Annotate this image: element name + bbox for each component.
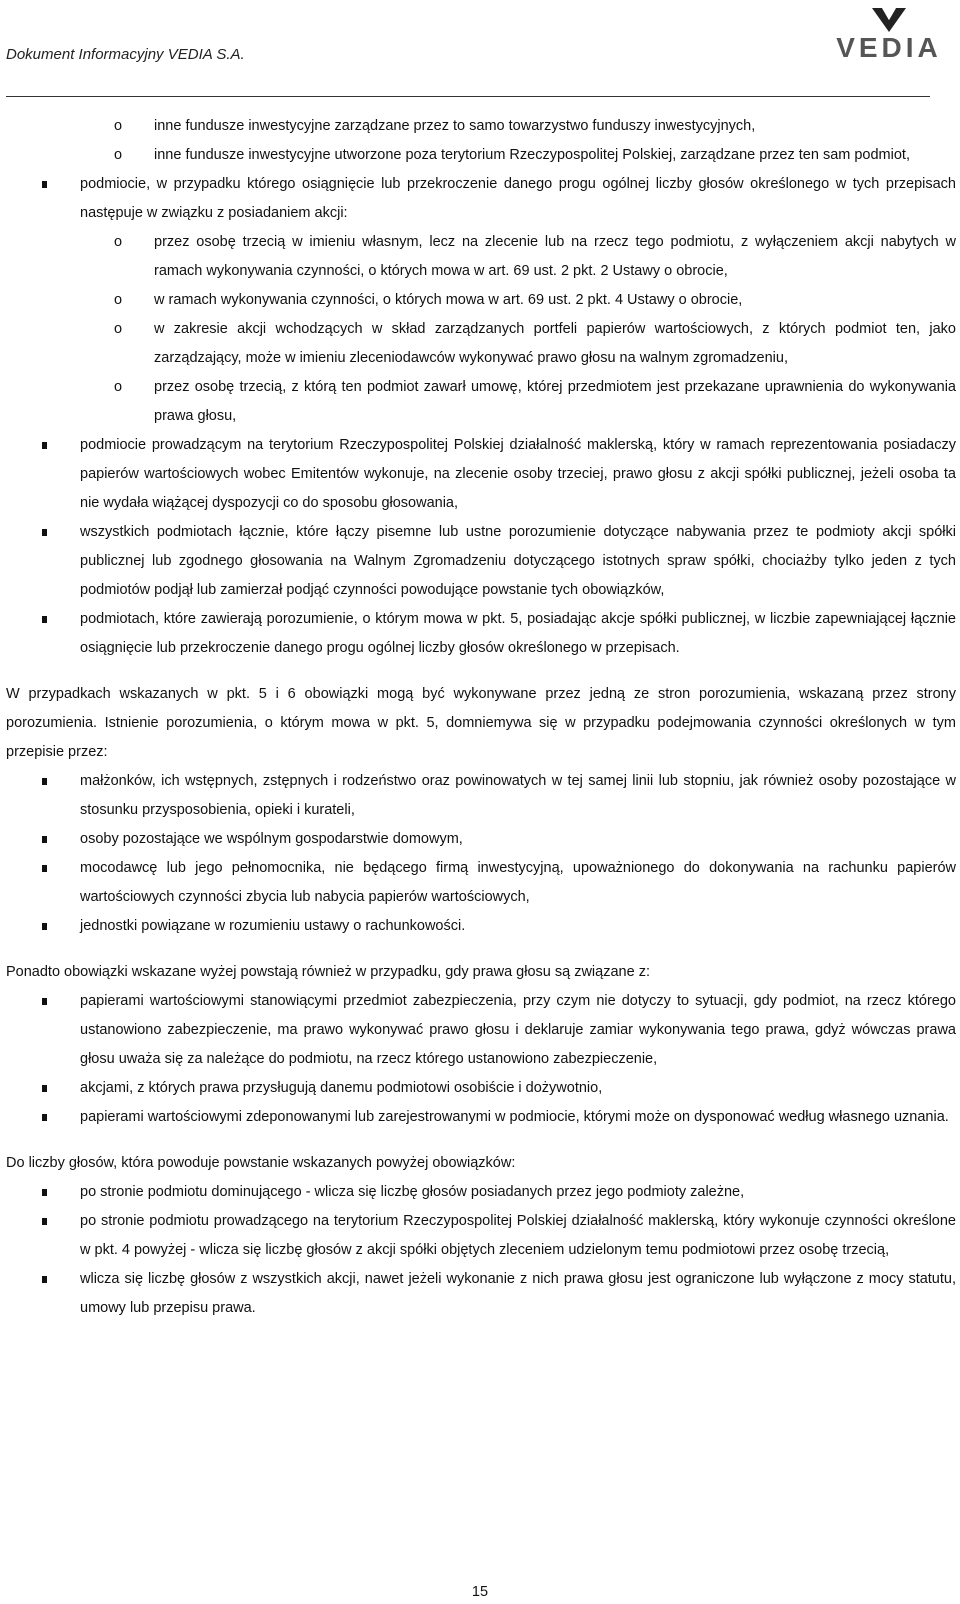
circle-bullet-icon: o — [114, 118, 123, 134]
document-title: Dokument Informacyjny VEDIA S.A. — [6, 46, 245, 63]
bullet-list-item — [0, 825, 960, 854]
item-text: podmiocie prowadzącym na terytorium Rzeczypospolitej Polskiej działalność maklerską, który w ramach reprezentowania posiadaczy papierów wartościowych wobec Emitentów wykonuje, na zlecenie osoby trzeciej, prawo głosu z akcji spółki publicznej, jeżeli osoba ta nie wydała wiążącej dyspozycji co do sposobu głosowania, — [80, 437, 956, 511]
square-bullet-icon — [42, 998, 47, 1005]
bullet-list-item — [0, 854, 960, 912]
sub-list-item — [0, 286, 960, 315]
page-header — [0, 0, 960, 100]
paragraph — [0, 1149, 960, 1178]
square-bullet-icon — [42, 923, 47, 930]
item-text: jednostki powiązane w rozumieniu ustawy o rachunkowości. — [80, 918, 466, 934]
bullet-list-item — [0, 1178, 960, 1207]
square-bullet-icon — [42, 778, 47, 785]
sub-list-item — [0, 315, 960, 373]
logo-mark-icon — [868, 4, 910, 34]
item-text: podmiocie, w przypadku którego osiągnięcie lub przekroczenie danego progu ogólnej liczby głosów określonego w tych przepisach następuje w związku z posiadaniem akcji: — [80, 176, 956, 221]
section-gap — [0, 1132, 960, 1149]
item-text: W przypadkach wskazanych w pkt. 5 i 6 obowiązki mogą być wykonywane przez jedną ze stron porozumienia, wskazaną przez strony porozumienia. Istnienie porozumienia, o którym mowa w pkt. 5, domniemywa się w przypadku podejmowania czynności określonych w tym przepisie przez: — [6, 686, 956, 760]
circle-bullet-icon: o — [114, 321, 123, 337]
item-text: przez osobę trzecią, z którą ten podmiot zawarł umowę, której przedmiotem jest przekazane uprawnienia do wykonywania prawa głosu, — [154, 379, 956, 424]
sub-list-item — [0, 373, 960, 431]
square-bullet-icon — [42, 1114, 47, 1121]
bullet-list-item — [0, 767, 960, 825]
sub-list-item — [0, 141, 960, 170]
item-text: osoby pozostające we wspólnym gospodarstwie domowym, — [80, 831, 463, 847]
bullet-list-item — [0, 1207, 960, 1265]
item-text: inne fundusze inwestycyjne utworzone poza terytorium Rzeczypospolitej Polskiej, zarządzane przez ten sam podmiot, — [154, 147, 910, 163]
bullet-list-item — [0, 1265, 960, 1323]
square-bullet-icon — [42, 442, 47, 449]
bullet-list-item — [0, 1103, 960, 1132]
square-bullet-icon — [42, 1189, 47, 1196]
page-number: 15 — [471, 1584, 489, 1600]
bullet-list-item — [0, 912, 960, 941]
bullet-list-item — [0, 518, 960, 605]
square-bullet-icon — [42, 1276, 47, 1283]
circle-bullet-icon: o — [114, 234, 123, 250]
item-text: Do liczby głosów, która powoduje powstanie wskazanych powyżej obowiązków: — [6, 1155, 516, 1171]
item-text: przez osobę trzecią w imieniu własnym, lecz na zlecenie lub na rzecz tego podmiotu, z wyłączeniem akcji nabytych w ramach wykonywania czynności, o których mowa w art. 69 ust. 2 pkt. 2 Ustawy o obrocie, — [154, 234, 956, 279]
square-bullet-icon — [42, 181, 47, 188]
bullet-list-item — [0, 1074, 960, 1103]
item-text: papierami wartościowymi zdeponowanymi lub zarejestrowanymi w podmiocie, którymi może on dysponować według własnego uznania. — [80, 1109, 949, 1125]
item-text: wlicza się liczbę głosów z wszystkich akcji, nawet jeżeli wykonanie z nich prawa głosu jest ograniczone lub wyłączone z mocy statutu, umowy lub przepisu prawa. — [80, 1271, 956, 1316]
square-bullet-icon — [42, 529, 47, 536]
sub-list-item — [0, 228, 960, 286]
square-bullet-icon — [42, 1085, 47, 1092]
bullet-list-item — [0, 987, 960, 1074]
square-bullet-icon — [42, 836, 47, 843]
header-divider — [6, 96, 930, 97]
square-bullet-icon — [42, 1218, 47, 1225]
square-bullet-icon — [42, 865, 47, 872]
item-text: Ponadto obowiązki wskazane wyżej powstają również w przypadku, gdy prawa głosu są związane z: — [6, 964, 650, 980]
circle-bullet-icon: o — [114, 292, 123, 308]
logo-text: VEDIA — [836, 32, 942, 63]
item-text: akcjami, z których prawa przysługują danemu podmiotowi osobiście i dożywotnio, — [80, 1080, 603, 1096]
item-text: po stronie podmiotu dominującego - wlicza się liczbę głosów posiadanych przez jego podmioty zależne, — [80, 1184, 745, 1200]
item-text: inne fundusze inwestycyjne zarządzane przez to samo towarzystwo funduszy inwestycyjnych, — [154, 118, 756, 134]
item-text: po stronie podmiotu prowadzącego na terytorium Rzeczypospolitej Polskiej działalność maklerską, który wykonuje czynności określone w pkt. 4 powyżej - wlicza się liczbę głosów z akcji spółki objętych zleceniem udzielonym temu podmiotowi przez osobę trzecią, — [80, 1213, 956, 1258]
bullet-list-item — [0, 431, 960, 518]
item-text: w zakresie akcji wchodzących w skład zarządzanych portfeli papierów wartościowych, z których podmiot ten, jako zarządzający, może w imieniu zleceniodawców wykonywać prawo głosu na walnym zgromadzeniu, — [154, 321, 956, 366]
item-text: mocodawcę lub jego pełnomocnika, nie będącego firmą inwestycyjną, upoważnionego do dokonywania na rachunku papierów wartościowych czynności zbycia lub nabycia papierów wartościowych, — [80, 860, 956, 905]
section-gap — [0, 941, 960, 958]
item-text: wszystkich podmiotach łącznie, które łączy pisemne lub ustne porozumienie dotyczące nabywania przez te podmioty akcji spółki publicznej lub zgodnego głosowania na Walnym Zgromadzeniu dotyczącego istotnych spraw spółki, chociażby tylko jeden z tych podmiotów podjął lub zamierzał podjąć czynności powodujące powstanie tych obowiązków, — [80, 524, 956, 598]
vedia-logo — [826, 2, 952, 66]
sub-list-item — [0, 112, 960, 141]
circle-bullet-icon: o — [114, 379, 123, 395]
section-gap — [0, 663, 960, 680]
paragraph — [0, 958, 960, 987]
item-text: podmiotach, które zawierają porozumienie, o którym mowa w pkt. 5, posiadając akcje spółki publicznej, w liczbie zapewniającej łącznie osiągnięcie lub przekroczenie danego progu ogólnej liczby głosów określonego w przepisach. — [80, 611, 956, 656]
bullet-list-item — [0, 170, 960, 228]
paragraph — [0, 680, 960, 767]
item-text: papierami wartościowymi stanowiącymi przedmiot zabezpieczenia, przy czym nie dotyczy to sytuacji, gdy podmiot, na rzecz którego ustanowiono zabezpieczenie, ma prawo wykonywać prawo głosu i deklaruje zamiar wykonywania tego prawa, gdyż wówczas prawa głosu uważa się za należące do podmiotu, na rzecz którego ustanowiono zabezpieczenie, — [80, 993, 956, 1067]
item-text: w ramach wykonywania czynności, o których mowa w art. 69 ust. 2 pkt. 4 Ustawy o obrocie, — [154, 292, 743, 308]
document-body — [0, 112, 960, 1323]
circle-bullet-icon: o — [114, 147, 123, 163]
bullet-list-item — [0, 605, 960, 663]
item-text: małżonków, ich wstępnych, zstępnych i rodzeństwo oraz powinowatych w tej samej linii lub stopniu, jak również osoby pozostające w stosunku przysposobienia, opieki i kurateli, — [80, 773, 956, 818]
square-bullet-icon — [42, 616, 47, 623]
